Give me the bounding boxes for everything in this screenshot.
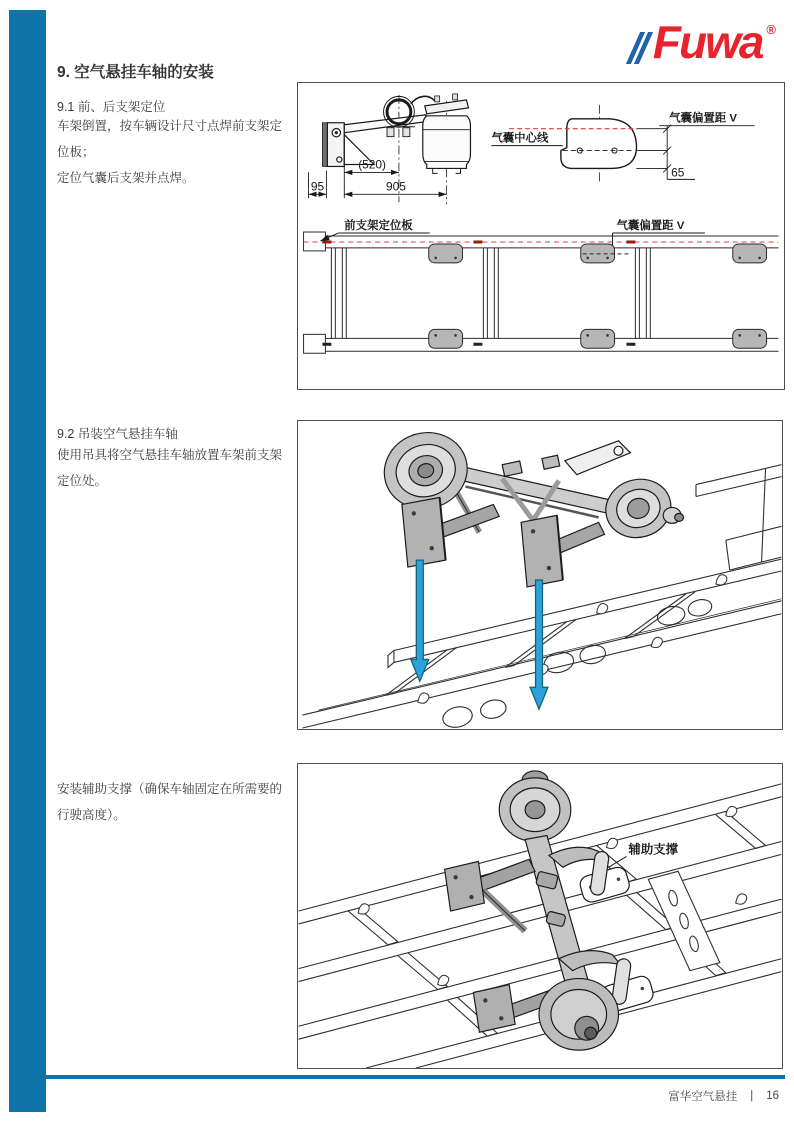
figure1-drawing	[298, 83, 784, 389]
figure2-drawing	[298, 421, 782, 729]
dim-95-label: 95	[310, 179, 325, 194]
registered-trademark-icon: ®	[766, 22, 776, 37]
section-9-2-paragraph: 使用吊具将空气悬挂车轴放置车架前支架定位处。	[57, 448, 283, 488]
front-bracket-plate-label: 前支架定位板	[344, 220, 413, 233]
section-9-1-paragraph	[57, 113, 293, 191]
section-9-2-title: 9.2 吊装空气悬挂车轴	[57, 427, 178, 441]
figure3-drawing	[298, 764, 782, 1068]
paragraph-line: 车架倒置，按车辆设计尺寸点焊前支架定位板；	[57, 119, 283, 159]
figure-bracket-positioning	[297, 82, 785, 390]
figure-axle-lowering	[297, 420, 783, 730]
logo-slashes-icon	[633, 32, 650, 64]
front-hanger	[402, 498, 446, 568]
section-9-1-title: 9.1 前、后支架定位	[57, 100, 166, 114]
figure-aux-support	[297, 763, 783, 1069]
footer-accent-line	[46, 1075, 785, 1079]
front-hanger	[445, 861, 485, 911]
aux-support-label: 辅助支撑	[628, 842, 679, 857]
paragraph-line: 定位气囊后支架并点焊。	[57, 171, 195, 185]
rear-hanger	[521, 515, 563, 587]
right-brake-drum	[599, 472, 678, 545]
airbag-centerline-label: 气囊中心线	[491, 132, 549, 145]
axle-assembly	[445, 771, 656, 1050]
left-accent-bar	[9, 10, 46, 1112]
section-aux-support-paragraph: 安装辅助支撑（确保车轴固定在所需要的行驶高度）。	[57, 782, 283, 822]
frame-drawing	[304, 232, 779, 353]
logo-brand-text: Fuwa	[652, 16, 763, 68]
arrow-down-icon	[411, 560, 429, 681]
airbag-offset-leader	[613, 233, 705, 246]
fuwa-logo	[633, 16, 776, 68]
dim-905-label: 905	[386, 179, 406, 194]
offset-dimension	[636, 125, 754, 180]
airbag-plate-drawing	[561, 119, 637, 169]
page-number: 16	[766, 1090, 779, 1102]
arrow-down-icon	[530, 580, 548, 709]
footer-brand: 富华空气悬挂	[668, 1091, 738, 1103]
dim-65-label: 65	[671, 165, 685, 180]
footer-separator: |	[750, 1090, 754, 1102]
front-bracket-leader	[320, 233, 429, 241]
page-footer	[668, 1088, 779, 1104]
page-title: 9. 空气悬挂车轴的安装	[57, 64, 214, 81]
rear-hanger	[473, 985, 515, 1033]
airbag-offset-label-top: 气囊偏置距 V	[669, 112, 737, 125]
dim-520-label: (520)	[358, 157, 387, 172]
airbag-offset-label-frame: 气囊偏置距 V	[616, 220, 685, 233]
bracket-plates	[429, 244, 767, 348]
